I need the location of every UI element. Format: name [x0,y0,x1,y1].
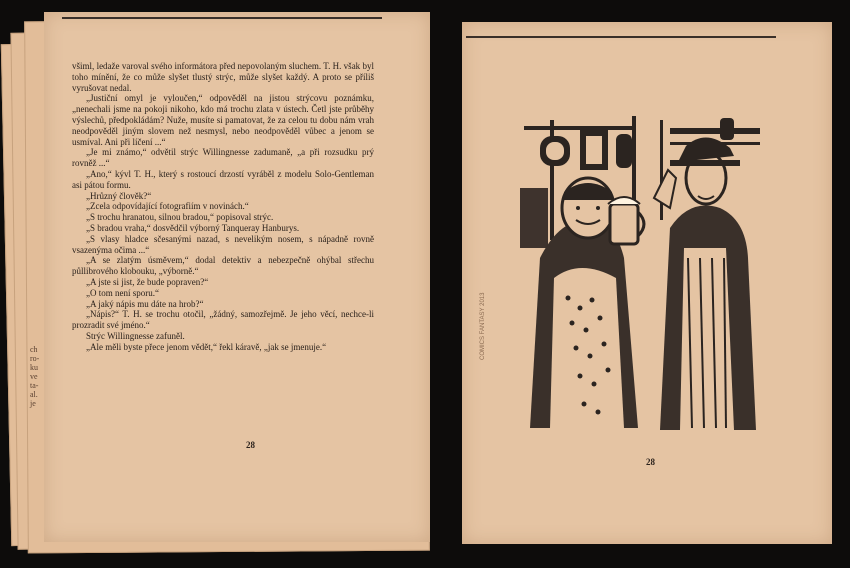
paragraph: „A jaký nápis mu dáte na hrob?“ [86,298,204,309]
left-page-text [72,61,374,353]
paragraph: „Je mi známo,“ odvětil strýc Willingnesse zadumaně, „a při rozsudku prý rovněž ...“ [72,147,374,169]
stack-text-fragments: ch ro- ku ve ta- al. je [30,345,40,408]
paragraph: „A se zlatým úsměvem,“ dodal detektiv a nebezpečně ohýbal střechu půllibrového klobouku, „výborně.“ [72,255,374,277]
paragraph: „Nápis?“ T. H. se trochu otočil, „žádný, samozřejmě. Je jeho věcí, nechce-li prozradit své jméno.“ [72,309,374,331]
paragraph: „Hrůzný člověk?“ [86,190,152,201]
paragraph: Strýc Willingnesse zafuněl. [86,330,185,341]
paragraph: „S bradou vraha,“ dosvědčil výborný Tanqueray Hanburys. [86,222,300,233]
left-page-top-rule [62,17,382,19]
right-page-top-rule [466,36,776,38]
spine-text: COMICS FANTASY 2013 [480,292,486,360]
paragraph: „S trochu hranatou, silnou bradou,“ popisoval strýc. [86,212,274,223]
illustration-two-men-drinking [520,108,770,430]
paragraph: „A jste si jist, že bude popraven?“ [86,276,209,287]
left-page-number: 28 [246,440,255,450]
paragraph: „O tom není sporu.“ [86,287,159,298]
paragraph: „Zcela odpovídající fotografiím v novinách.“ [86,201,249,212]
paragraph: „S vlasy hladce sčesanými nazad, s nevelikým nosem, s nápadně rovně vsazenýma očima ...“ [72,233,374,255]
paragraph: „Justiční omyl je vyloučen,“ odpověděl na jistou strýcovu poznámku, „nenechali jsme na pokoji nikoho, kdo má trochu zlata v ústech. Četl jste průběhy výslechů, předpokládám? Nuže, musíte si pamatovat, že za celou tu dobu nám vrah neodpověděl jiným slovem než nesmysl, nebo neodpověděl vůbec a jenom se usmíval. Ani při líčení ...“ [72,93,374,147]
right-page-number: 28 [646,457,655,467]
paragraph: „Ano,“ kývl T. H., který s rostoucí drzostí vyráběl z modelu Solo-Gentleman asi pátou formu. [72,168,374,190]
paragraph: „Ale měli byste přece jenom vědět,“ řekl káravě, „jak se jmenuje.“ [86,341,327,352]
paragraph: všiml, ledaže varoval svého informátora před nepovolaným sluchem. T. H. však byl toho mínění, že co může slyšet tlustý strýc, může slyšet každý. A proto se příliš vyrušovat nedal. [72,61,374,93]
